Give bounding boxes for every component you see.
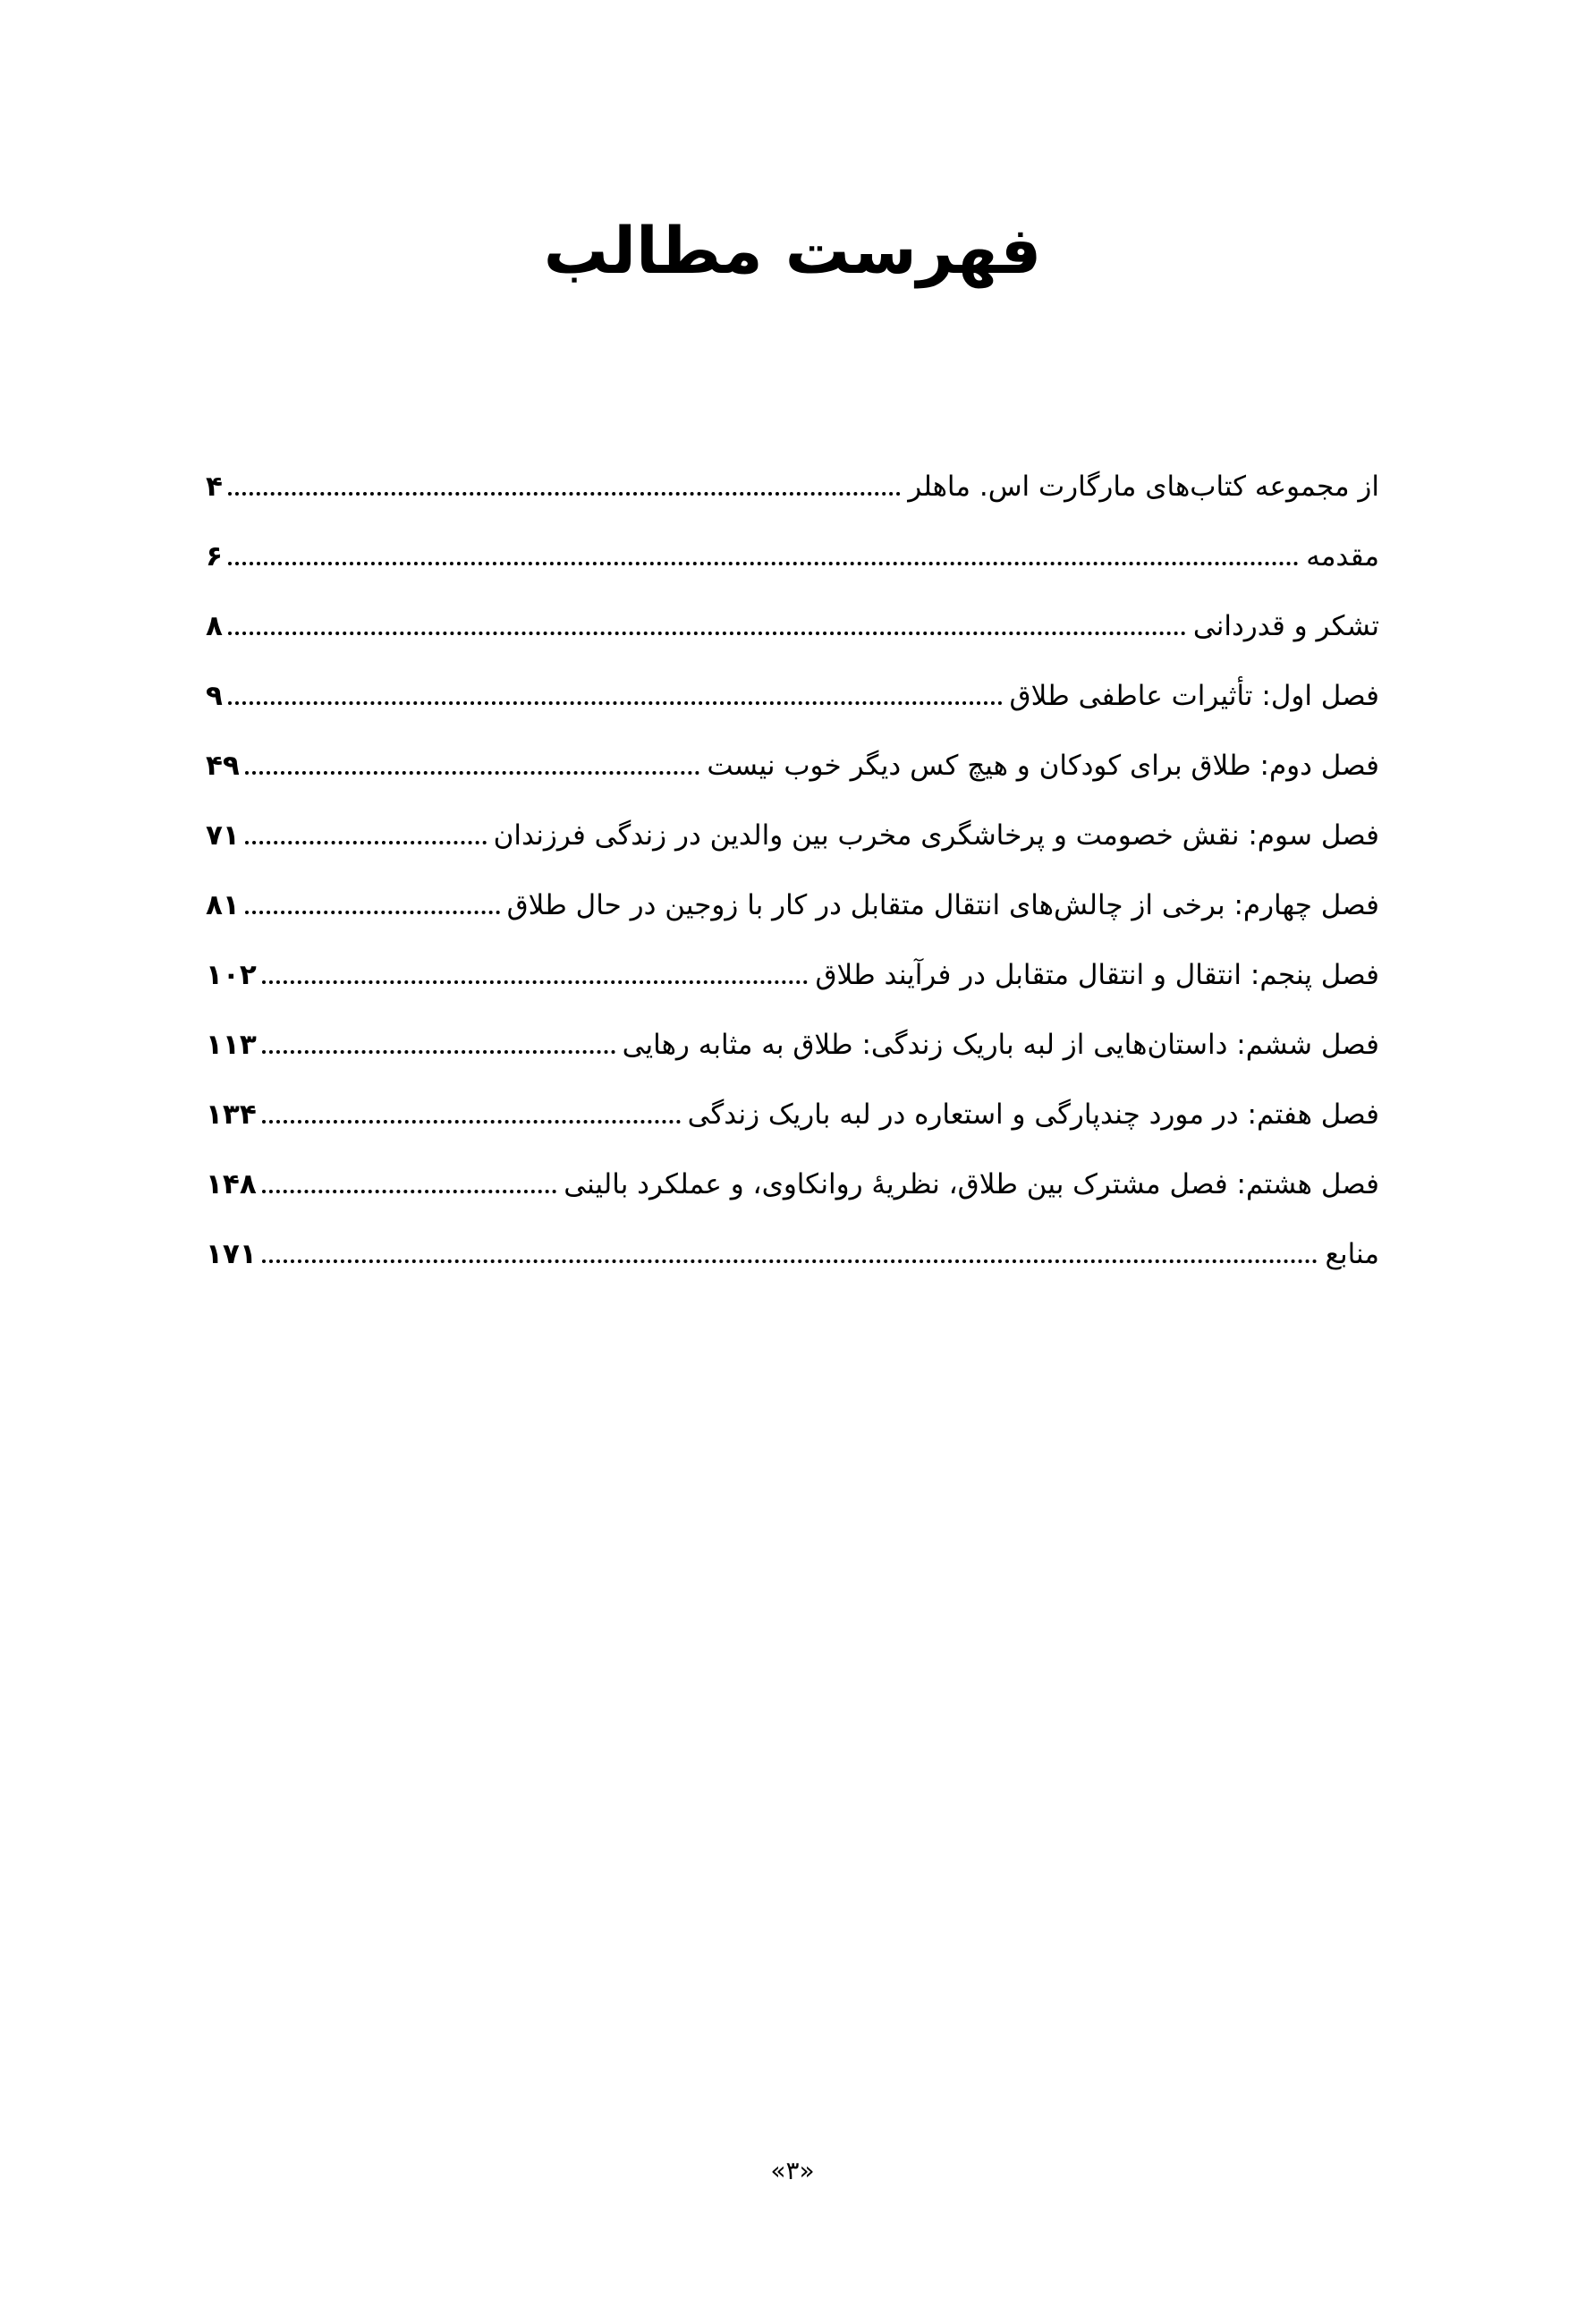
dot-leader xyxy=(245,771,700,775)
toc-entry[interactable] xyxy=(206,801,1379,870)
toc-entry-title: فصل چهارم: برخی از چالش‌های انتقال متقابل در کار با زوجین در حال طلاق xyxy=(506,889,1379,921)
toc-entry-page: ۴۹ xyxy=(206,750,240,782)
toc-entry[interactable] xyxy=(206,1010,1379,1080)
toc-entry-title: فصل ششم: داستان‌هایی از لبه باریک زندگی: طلاق به مثابه رهایی xyxy=(622,1029,1379,1061)
toc-entry[interactable] xyxy=(206,870,1379,940)
toc-entry-page: ۷۱ xyxy=(206,819,240,852)
dot-leader xyxy=(262,1190,556,1193)
toc-entry-title: فصل پنجم: انتقال و انتقال متقابل در فرآیند طلاق xyxy=(815,959,1379,991)
toc-entry-title: از مجموعه کتاب‌های مارگارت اس. ماهلر xyxy=(908,471,1379,503)
toc-entry-page: ۹ xyxy=(206,680,223,712)
toc-entry-title: تشکر و قدردانی xyxy=(1192,610,1379,642)
table-of-contents xyxy=(206,452,1379,1289)
page-number: «۳» xyxy=(770,2156,815,2185)
toc-entry-page: ۱۴۸ xyxy=(206,1168,257,1200)
toc-entry-page: ۱۳۴ xyxy=(206,1098,257,1131)
dot-leader xyxy=(262,1120,681,1124)
dot-leader xyxy=(228,562,1299,565)
toc-entry-title: فصل اول: تأثیرات عاطفی طلاق xyxy=(1009,680,1379,712)
dot-leader xyxy=(262,1260,1318,1263)
toc-entry[interactable] xyxy=(206,522,1379,591)
toc-entry[interactable] xyxy=(206,1149,1379,1219)
toc-entry-title: منابع xyxy=(1325,1238,1379,1270)
toc-entry[interactable] xyxy=(206,591,1379,661)
dot-leader xyxy=(245,911,500,914)
toc-entry-page: ۱۷۱ xyxy=(206,1238,257,1270)
page-title: فهرست مطالب xyxy=(543,213,1042,288)
toc-entry[interactable] xyxy=(206,940,1379,1010)
toc-entry-page: ۴ xyxy=(206,471,223,503)
toc-entry-title: فصل هشتم: فصل مشترک بین طلاق، نظریهٔ روانکاوی، و عملکرد بالینی xyxy=(564,1168,1379,1200)
toc-entry-title: فصل دوم: طلاق برای کودکان و هیچ کس دیگر خوب نیست xyxy=(707,750,1379,782)
toc-entry[interactable] xyxy=(206,452,1379,522)
toc-entry-page: ۸۱ xyxy=(206,889,240,921)
toc-entry-title: فصل هفتم: در مورد چندپارگی و استعاره در لبه باریک زندگی xyxy=(687,1098,1379,1131)
toc-entry-page: ۱۰۲ xyxy=(206,959,257,991)
toc-entry-page: ۱۱۳ xyxy=(206,1029,257,1061)
dot-leader xyxy=(245,841,487,844)
toc-entry-page: ۶ xyxy=(206,540,223,573)
dot-leader xyxy=(262,1050,615,1054)
toc-entry[interactable] xyxy=(206,1219,1379,1289)
toc-entry-title: مقدمه xyxy=(1306,540,1379,573)
toc-entry-title: فصل سوم: نقش خصومت و پرخاشگری مخرب بین والدین در زندگی فرزندان xyxy=(493,819,1379,852)
toc-entry[interactable] xyxy=(206,661,1379,731)
dot-leader xyxy=(228,701,1003,705)
toc-entry[interactable] xyxy=(206,731,1379,801)
dot-leader xyxy=(228,632,1186,635)
dot-leader xyxy=(228,492,901,496)
toc-entry[interactable] xyxy=(206,1080,1379,1149)
toc-entry-page: ۸ xyxy=(206,610,223,642)
dot-leader xyxy=(262,980,809,984)
